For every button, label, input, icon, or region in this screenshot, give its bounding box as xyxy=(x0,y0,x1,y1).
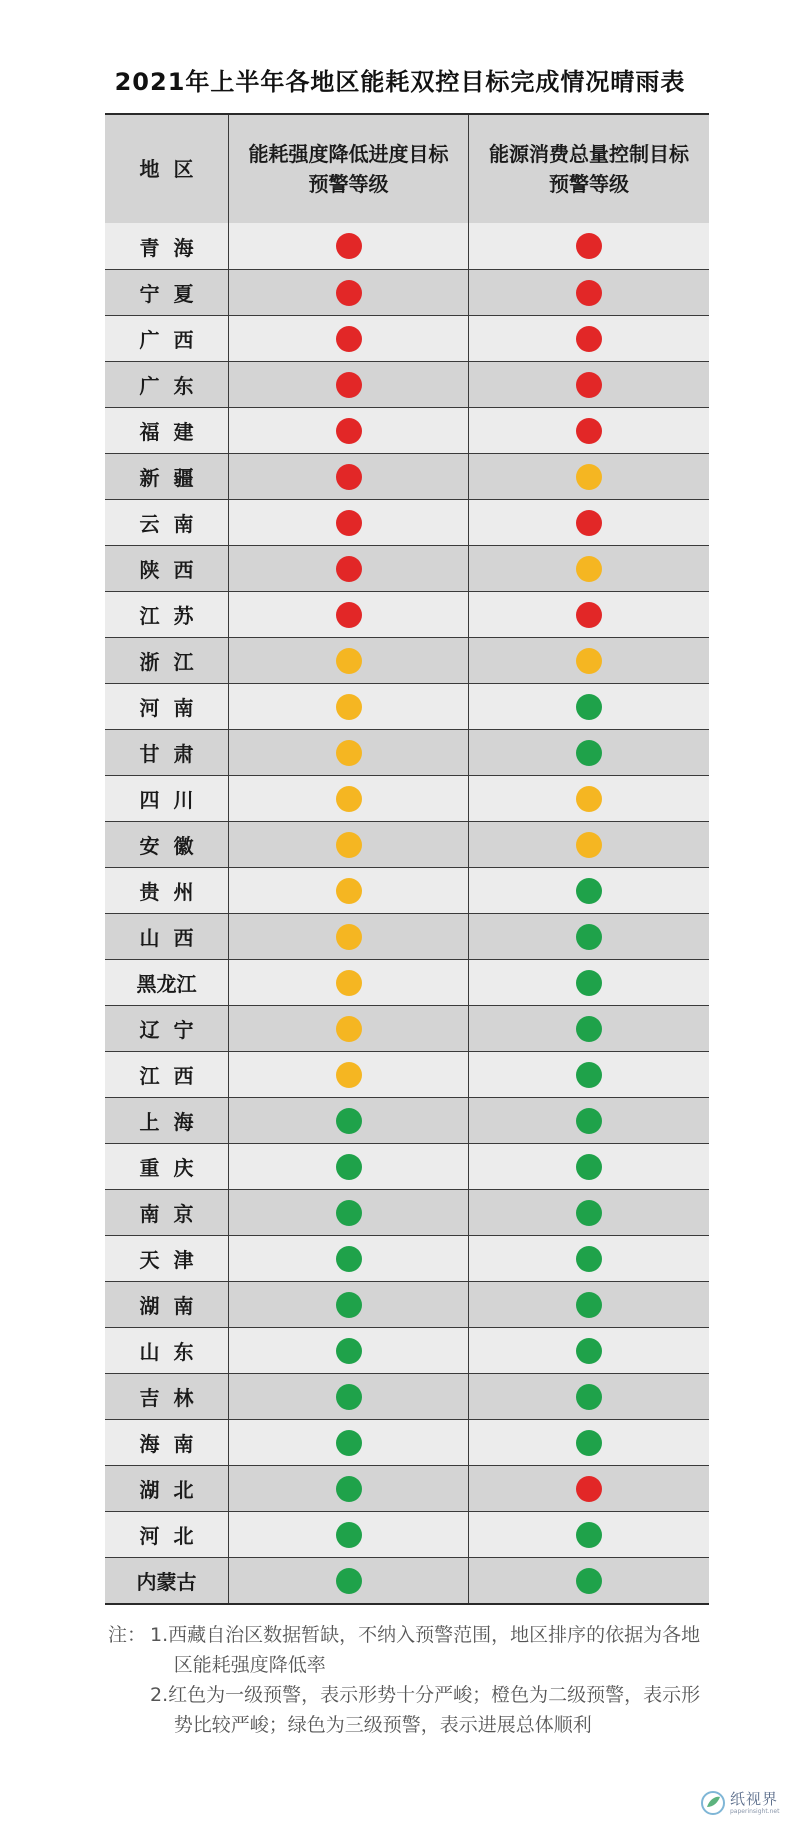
intensity-level-cell xyxy=(228,1328,468,1373)
intensity-warning-dot xyxy=(336,786,362,812)
region-name: 山 东 xyxy=(139,1340,194,1364)
total-level-cell xyxy=(468,500,709,545)
total-warning-dot xyxy=(576,1154,602,1180)
region-name: 江 苏 xyxy=(139,604,194,628)
region-name: 新 疆 xyxy=(139,466,194,490)
intensity-warning-dot xyxy=(336,1108,362,1134)
watermark-logo xyxy=(700,1782,796,1824)
footnote-2-text: 2.红色为一级预警，表示形势十分严峻；橙色为二级预警，表示形势比较严峻；绿色为三级预警，表示进展总体顺利 xyxy=(150,1684,701,1736)
total-warning-dot xyxy=(576,510,602,536)
region-cell xyxy=(105,1052,228,1097)
total-level-cell xyxy=(468,1098,709,1143)
region-name: 甘 肃 xyxy=(139,742,194,766)
intensity-warning-dot xyxy=(336,878,362,904)
table-row xyxy=(105,821,709,867)
region-name: 广 东 xyxy=(139,374,194,398)
total-warning-dot xyxy=(576,233,602,259)
footnote-prefix: 注： xyxy=(108,1624,147,1646)
intensity-warning-dot xyxy=(336,1292,362,1318)
total-level-cell xyxy=(468,1282,709,1327)
intensity-level-cell xyxy=(228,776,468,821)
region-name: 辽 宁 xyxy=(139,1018,194,1042)
total-warning-dot xyxy=(576,1430,602,1456)
region-name: 海 南 xyxy=(139,1432,194,1456)
total-warning-dot xyxy=(576,1384,602,1410)
intensity-level-cell xyxy=(228,638,468,683)
region-name: 云 南 xyxy=(139,512,194,536)
region-cell xyxy=(105,1144,228,1189)
intensity-warning-dot xyxy=(336,556,362,582)
intensity-level-cell xyxy=(228,316,468,361)
region-name: 吉 林 xyxy=(139,1386,194,1410)
header-cell-intensity xyxy=(228,115,468,223)
region-name: 青 海 xyxy=(139,235,194,260)
table-row xyxy=(105,867,709,913)
total-level-cell xyxy=(468,592,709,637)
total-warning-dot xyxy=(576,970,602,996)
region-cell xyxy=(105,1236,228,1281)
intensity-level-cell xyxy=(228,500,468,545)
region-name: 南 京 xyxy=(139,1202,194,1226)
table-row xyxy=(105,1235,709,1281)
intensity-level-cell xyxy=(228,1512,468,1557)
total-warning-dot xyxy=(576,1522,602,1548)
total-level-cell xyxy=(468,362,709,407)
total-level-cell xyxy=(468,1512,709,1557)
table-row xyxy=(105,1465,709,1511)
total-level-cell xyxy=(468,1236,709,1281)
table-row xyxy=(105,1281,709,1327)
region-cell xyxy=(105,776,228,821)
intensity-warning-dot xyxy=(336,1016,362,1042)
footnote-1 xyxy=(108,1620,708,1680)
total-level-cell xyxy=(468,822,709,867)
region-cell xyxy=(105,270,228,315)
total-warning-dot xyxy=(576,648,602,674)
table-row xyxy=(105,223,709,269)
region-name: 宁 夏 xyxy=(139,282,194,306)
total-warning-dot xyxy=(576,602,602,628)
region-cell xyxy=(105,500,228,545)
region-name: 贵 州 xyxy=(139,880,194,904)
region-cell xyxy=(105,1374,228,1419)
table-row xyxy=(105,637,709,683)
region-name: 内蒙古 xyxy=(136,1570,197,1594)
total-warning-dot xyxy=(576,1568,602,1594)
table-row xyxy=(105,1143,709,1189)
intensity-warning-dot xyxy=(336,694,362,720)
total-warning-dot xyxy=(576,1246,602,1272)
total-warning-dot xyxy=(576,1338,602,1364)
region-cell xyxy=(105,1466,228,1511)
region-name: 河 北 xyxy=(139,1524,194,1548)
region-name: 四 川 xyxy=(139,788,194,812)
total-level-cell xyxy=(468,1374,709,1419)
intensity-level-cell xyxy=(228,408,468,453)
region-cell xyxy=(105,960,228,1005)
total-warning-dot xyxy=(576,740,602,766)
table-body xyxy=(105,223,709,1603)
intensity-warning-dot xyxy=(336,1062,362,1088)
region-cell xyxy=(105,223,228,269)
intensity-level-cell xyxy=(228,1098,468,1143)
footnote-2 xyxy=(108,1680,708,1740)
total-level-cell xyxy=(468,1558,709,1603)
intensity-warning-dot xyxy=(336,1246,362,1272)
watermark-text xyxy=(730,1789,780,1815)
total-level-cell xyxy=(468,223,709,269)
region-name: 河 南 xyxy=(139,696,194,720)
intensity-warning-dot xyxy=(336,1154,362,1180)
region-cell xyxy=(105,546,228,591)
watermark-url: paperinsight.net xyxy=(730,1807,780,1815)
intensity-warning-dot xyxy=(336,1200,362,1226)
region-name: 山 西 xyxy=(139,926,194,950)
total-warning-dot xyxy=(576,280,602,306)
region-cell xyxy=(105,1190,228,1235)
total-level-cell xyxy=(468,454,709,499)
intensity-level-cell xyxy=(228,730,468,775)
intensity-warning-dot xyxy=(336,832,362,858)
intensity-warning-dot xyxy=(336,372,362,398)
total-warning-dot xyxy=(576,418,602,444)
total-level-cell xyxy=(468,868,709,913)
total-level-cell xyxy=(468,914,709,959)
region-name: 天 津 xyxy=(139,1248,194,1272)
intensity-level-cell xyxy=(228,1420,468,1465)
table-row xyxy=(105,453,709,499)
total-warning-dot xyxy=(576,1200,602,1226)
intensity-warning-dot xyxy=(336,1476,362,1502)
region-cell xyxy=(105,1006,228,1051)
intensity-warning-dot xyxy=(336,924,362,950)
table-row xyxy=(105,1557,709,1603)
region-cell xyxy=(105,1098,228,1143)
total-warning-dot xyxy=(576,1476,602,1502)
total-warning-dot xyxy=(576,556,602,582)
table-row xyxy=(105,1419,709,1465)
total-warning-dot xyxy=(576,372,602,398)
intensity-level-cell xyxy=(228,362,468,407)
header-total-label: 能源消费总量控制目标 预警等级 xyxy=(489,142,689,196)
intensity-warning-dot xyxy=(336,280,362,306)
region-cell xyxy=(105,1420,228,1465)
table-row xyxy=(105,1373,709,1419)
table-row xyxy=(105,913,709,959)
intensity-warning-dot xyxy=(336,510,362,536)
table-row xyxy=(105,1511,709,1557)
table-row xyxy=(105,269,709,315)
region-cell xyxy=(105,1512,228,1557)
total-level-cell xyxy=(468,1190,709,1235)
intensity-level-cell xyxy=(228,1374,468,1419)
total-level-cell xyxy=(468,270,709,315)
region-cell xyxy=(105,914,228,959)
footnote-1-text: 1.西藏自治区数据暂缺，不纳入预警范围，地区排序的依据为各地区能耗强度降低率 xyxy=(150,1624,701,1676)
total-warning-dot xyxy=(576,1108,602,1134)
intensity-level-cell xyxy=(228,822,468,867)
total-level-cell xyxy=(468,1144,709,1189)
region-name: 黑龙江 xyxy=(136,972,197,996)
table-header-row xyxy=(105,115,709,223)
total-warning-dot xyxy=(576,832,602,858)
region-name: 湖 北 xyxy=(139,1478,194,1502)
intensity-warning-dot xyxy=(336,1384,362,1410)
total-warning-dot xyxy=(576,786,602,812)
total-level-cell xyxy=(468,960,709,1005)
region-cell xyxy=(105,868,228,913)
region-cell xyxy=(105,1328,228,1373)
total-warning-dot xyxy=(576,694,602,720)
total-warning-dot xyxy=(576,1016,602,1042)
region-name: 安 徽 xyxy=(139,834,194,858)
region-cell xyxy=(105,362,228,407)
intensity-level-cell xyxy=(228,868,468,913)
total-level-cell xyxy=(468,1328,709,1373)
intensity-level-cell xyxy=(228,1052,468,1097)
intensity-level-cell xyxy=(228,454,468,499)
region-cell xyxy=(105,1558,228,1603)
table-row xyxy=(105,315,709,361)
intensity-level-cell xyxy=(228,960,468,1005)
intensity-level-cell xyxy=(228,592,468,637)
region-name: 陕 西 xyxy=(139,558,194,582)
region-name: 湖 南 xyxy=(139,1294,194,1318)
region-cell xyxy=(105,454,228,499)
intensity-warning-dot xyxy=(336,602,362,628)
region-cell xyxy=(105,638,228,683)
total-level-cell xyxy=(468,1006,709,1051)
table-row xyxy=(105,1189,709,1235)
table-row xyxy=(105,545,709,591)
header-intensity-label: 能耗强度降低进度目标 预警等级 xyxy=(248,142,449,196)
intensity-level-cell xyxy=(228,1190,468,1235)
region-cell xyxy=(105,592,228,637)
intensity-warning-dot xyxy=(336,1568,362,1594)
intensity-warning-dot xyxy=(336,740,362,766)
header-cell-region xyxy=(105,115,228,223)
region-cell xyxy=(105,1282,228,1327)
total-level-cell xyxy=(468,684,709,729)
table-row xyxy=(105,729,709,775)
intensity-warning-dot xyxy=(336,233,362,259)
total-level-cell xyxy=(468,316,709,361)
intensity-level-cell xyxy=(228,1558,468,1603)
intensity-level-cell xyxy=(228,270,468,315)
table-row xyxy=(105,959,709,1005)
total-level-cell xyxy=(468,638,709,683)
intensity-level-cell xyxy=(228,1282,468,1327)
total-level-cell xyxy=(468,1466,709,1511)
total-level-cell xyxy=(468,1052,709,1097)
region-cell xyxy=(105,684,228,729)
total-warning-dot xyxy=(576,1292,602,1318)
intensity-warning-dot xyxy=(336,326,362,352)
intensity-level-cell xyxy=(228,1144,468,1189)
region-cell xyxy=(105,316,228,361)
intensity-warning-dot xyxy=(336,970,362,996)
total-level-cell xyxy=(468,776,709,821)
total-warning-dot xyxy=(576,924,602,950)
total-level-cell xyxy=(468,546,709,591)
total-warning-dot xyxy=(576,1062,602,1088)
intensity-warning-dot xyxy=(336,1430,362,1456)
intensity-warning-dot xyxy=(336,418,362,444)
footnotes xyxy=(108,1620,708,1740)
region-name: 浙 江 xyxy=(139,650,194,674)
total-level-cell xyxy=(468,408,709,453)
region-name: 江 西 xyxy=(139,1064,194,1088)
region-name: 福 建 xyxy=(139,420,194,444)
footnote-prefix-spacer xyxy=(108,1680,150,1740)
intensity-warning-dot xyxy=(336,464,362,490)
intensity-level-cell xyxy=(228,684,468,729)
region-name: 广 西 xyxy=(139,328,194,352)
table-row xyxy=(105,1097,709,1143)
intensity-level-cell xyxy=(228,546,468,591)
table-row xyxy=(105,683,709,729)
header-region-label: 地 区 xyxy=(139,157,194,181)
table-row xyxy=(105,1327,709,1373)
table-row xyxy=(105,775,709,821)
intensity-level-cell xyxy=(228,1236,468,1281)
region-cell xyxy=(105,408,228,453)
table-row xyxy=(105,361,709,407)
table-row xyxy=(105,1005,709,1051)
total-warning-dot xyxy=(576,878,602,904)
intensity-level-cell xyxy=(228,1466,468,1511)
intensity-level-cell xyxy=(228,914,468,959)
intensity-warning-dot xyxy=(336,1522,362,1548)
table-row xyxy=(105,499,709,545)
total-level-cell xyxy=(468,1420,709,1465)
total-warning-dot xyxy=(576,326,602,352)
watermark-name: 纸视界 xyxy=(730,1789,779,1808)
table-row xyxy=(105,407,709,453)
region-name: 重 庆 xyxy=(139,1156,194,1180)
page-title: 2021年上半年各地区能耗双控目标完成情况晴雨表 xyxy=(114,68,686,96)
region-cell xyxy=(105,730,228,775)
intensity-level-cell xyxy=(228,1006,468,1051)
intensity-warning-dot xyxy=(336,1338,362,1364)
table-row xyxy=(105,591,709,637)
intensity-level-cell xyxy=(228,223,468,269)
table-row xyxy=(105,1051,709,1097)
header-cell-total xyxy=(468,115,709,223)
region-name: 上 海 xyxy=(139,1110,194,1134)
leaf-logo-icon xyxy=(700,1790,726,1816)
warning-table xyxy=(105,113,709,1605)
total-level-cell xyxy=(468,730,709,775)
region-cell xyxy=(105,822,228,867)
intensity-warning-dot xyxy=(336,648,362,674)
total-warning-dot xyxy=(576,464,602,490)
